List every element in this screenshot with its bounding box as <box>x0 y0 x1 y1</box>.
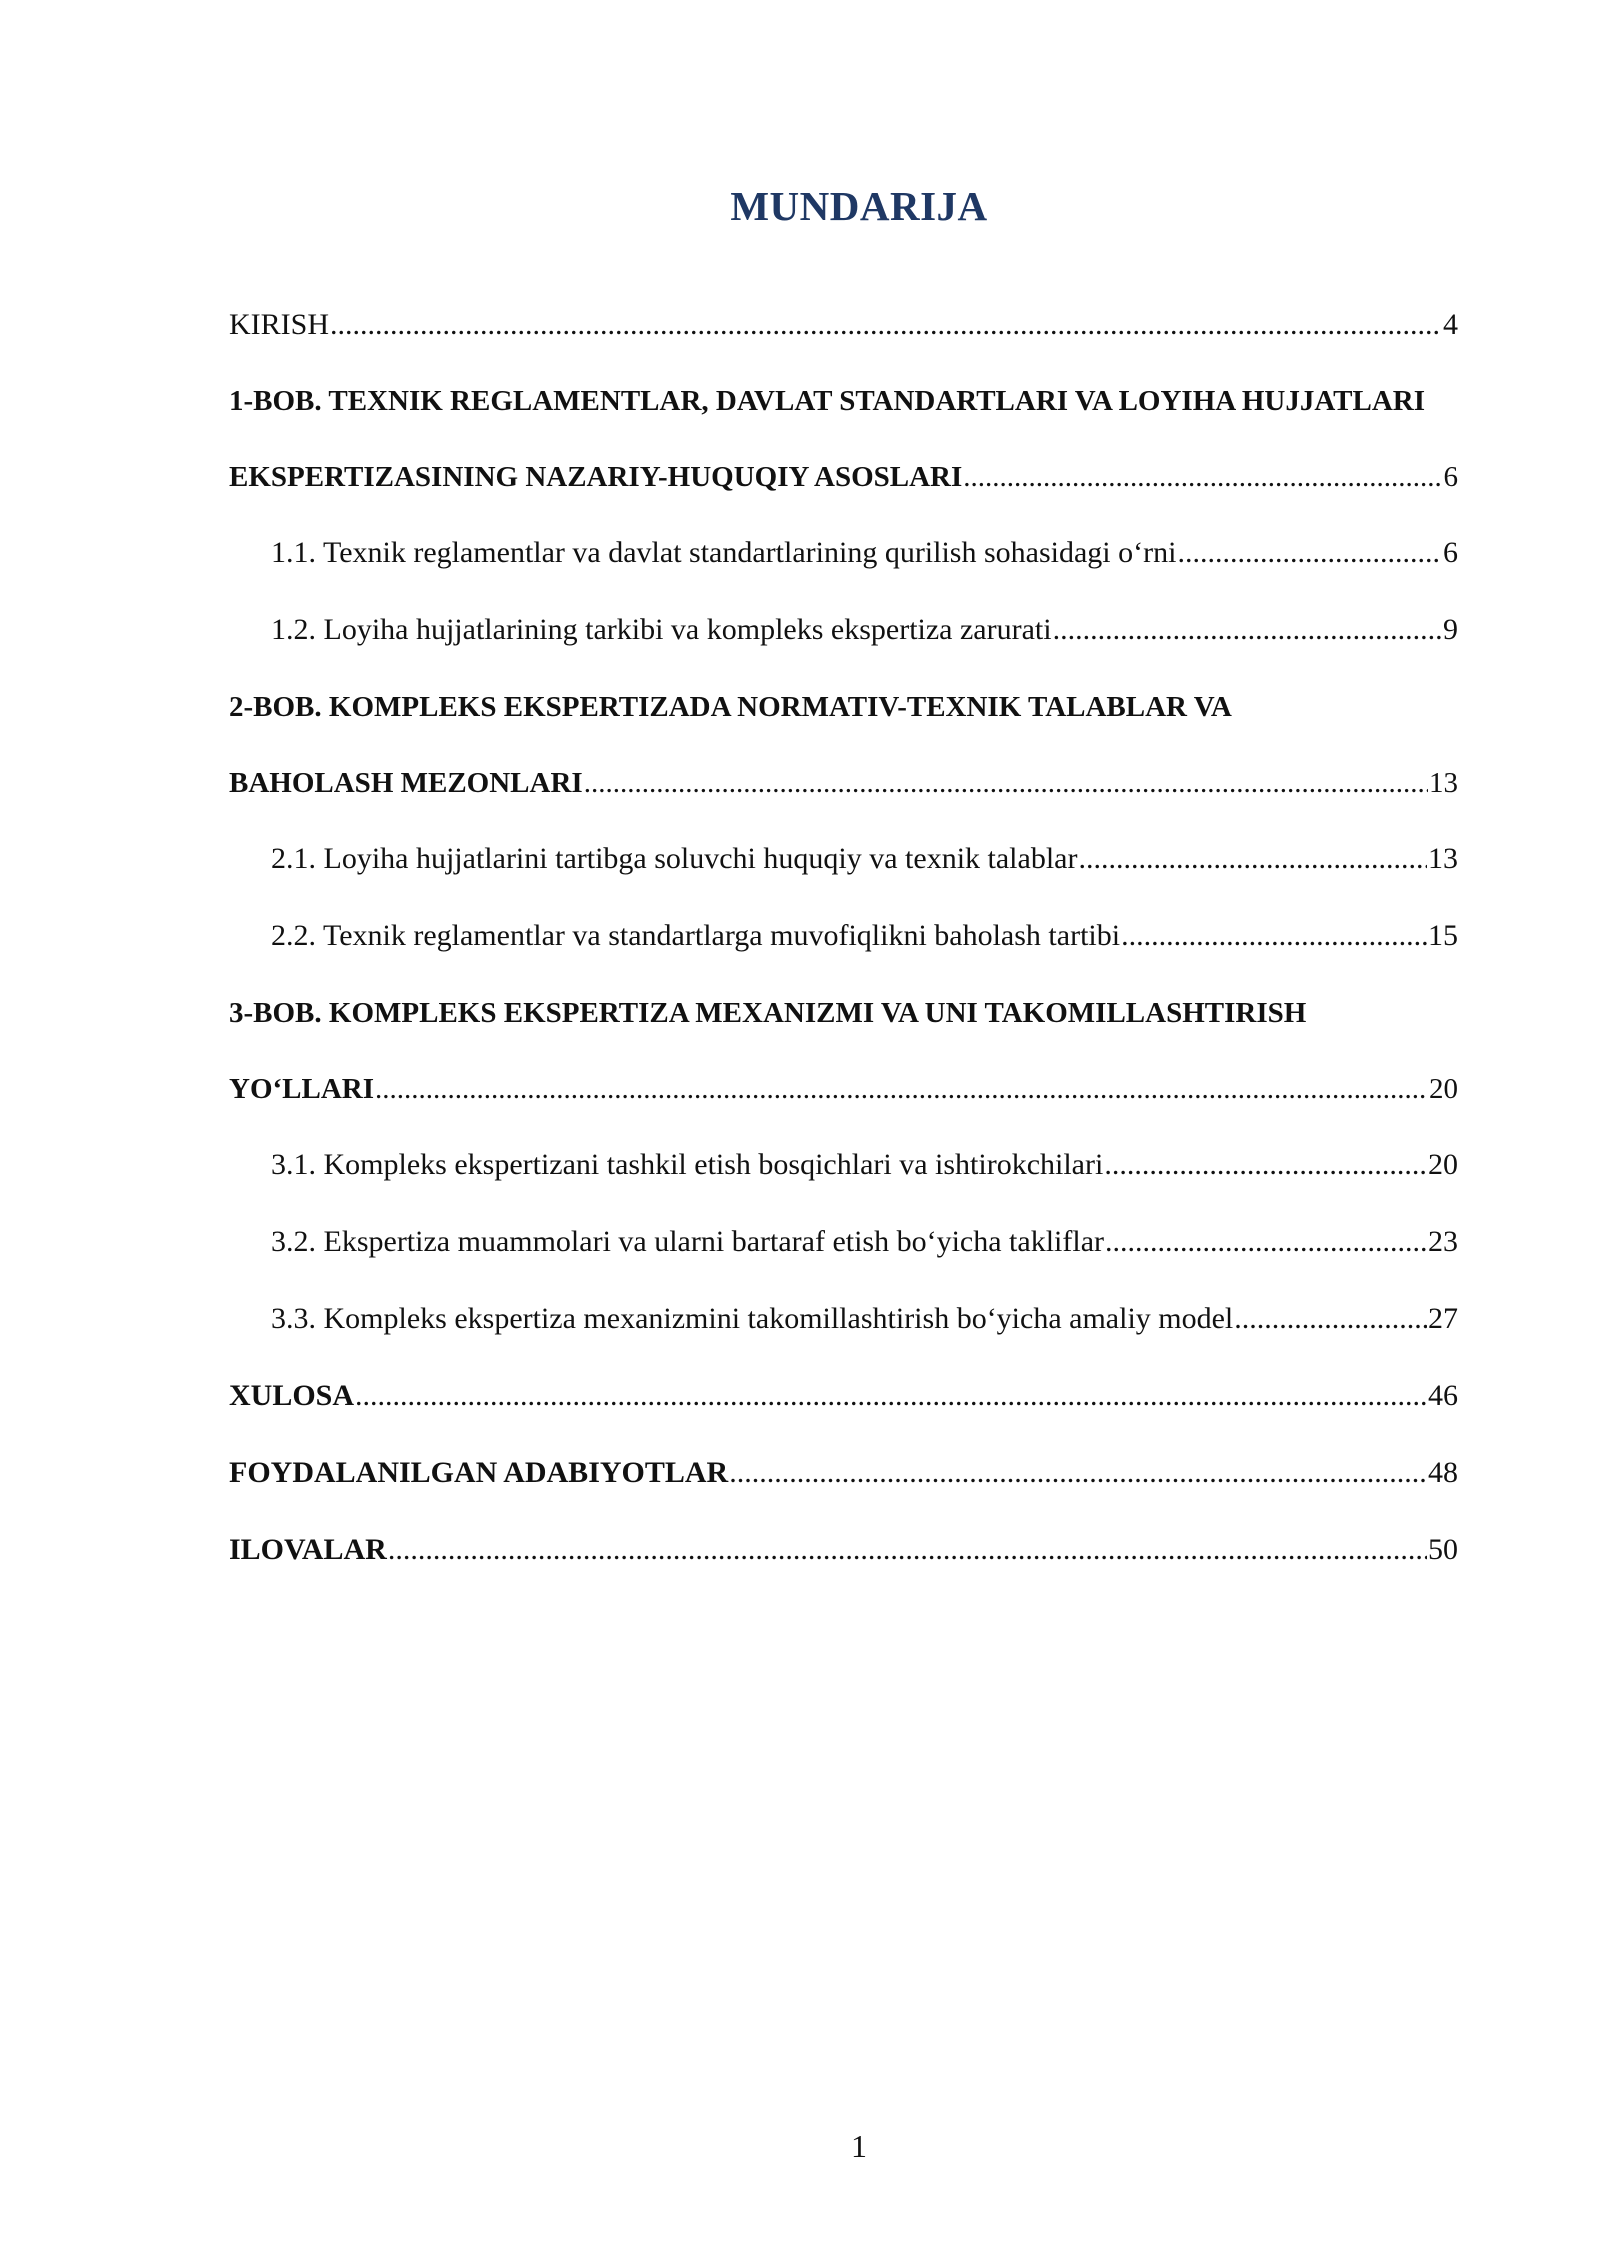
toc-section-3-3[interactable] <box>229 1294 1458 1371</box>
toc-entry-references[interactable] <box>229 1448 1458 1525</box>
toc-entry-label: 3.2. Ekspertiza muammolari va ularni bartaraf etish bo‘yicha takliflar <box>271 1225 1105 1258</box>
toc-entry-label: 3-BOB. KOMPLEKS EKSPERTIZA MEXANIZMI VA UNI TAKOMILLASHTIRISH <box>229 997 1307 1029</box>
toc-entry-page: 13 <box>1428 842 1458 875</box>
toc-section-1-1[interactable] <box>229 528 1458 605</box>
page-title: MUNDARIJA <box>730 183 988 229</box>
toc-entry-label: 2.1. Loyiha hujjatlarini tartibga soluvchi huquqiy va texnik talablar <box>271 842 1078 875</box>
dot-leader <box>1104 1140 1427 1190</box>
dot-leader <box>388 1525 1427 1575</box>
dot-leader <box>963 452 1442 502</box>
toc-entry-page: 27 <box>1428 1302 1458 1335</box>
toc-section-1-2[interactable] <box>229 605 1458 682</box>
toc-chapter-3-heading-cont[interactable] <box>229 1064 1458 1140</box>
toc-entry-page: 9 <box>1443 613 1458 646</box>
toc-entry-intro[interactable] <box>229 300 1458 376</box>
toc-entry-page: 6 <box>1443 536 1458 569</box>
toc-entry-label: ILOVALAR <box>229 1533 387 1566</box>
dot-leader <box>330 300 1442 350</box>
toc-entry-label: 3.1. Kompleks ekspertizani tashkil etish bosqichlari va ishtirokchilari <box>271 1148 1104 1181</box>
toc-entry-label: 2.2. Texnik reglamentlar va standartlarga muvofiqlikni baholash tartibi <box>271 919 1121 952</box>
toc-chapter-1-heading-cont[interactable] <box>229 452 1458 528</box>
dot-leader <box>1121 911 1427 961</box>
toc-entry-page: 50 <box>1428 1533 1458 1566</box>
toc-entry-label: EKSPERTIZASINING NAZARIY-HUQUQIY ASOSLARI <box>229 461 963 493</box>
dot-leader <box>1234 1294 1427 1344</box>
toc-entry-label: YO‘LLARI <box>229 1073 375 1105</box>
toc-entry-label: 1.2. Loyiha hujjatlarining tarkibi va kompleks ekspertiza zarurati <box>271 613 1052 646</box>
toc-entry-label: BAHOLASH MEZONLARI <box>229 767 583 799</box>
toc-entry-page: 13 <box>1429 767 1458 799</box>
toc-entry-page: 6 <box>1443 461 1458 493</box>
toc-section-3-2[interactable] <box>229 1217 1458 1294</box>
toc-entry-conclusion[interactable] <box>229 1371 1458 1448</box>
toc-entry-page: 4 <box>1443 308 1458 341</box>
toc-chapter-2-heading[interactable] <box>229 682 1458 758</box>
dot-leader <box>1053 605 1442 655</box>
dot-leader <box>375 1064 1428 1114</box>
toc-entry-label: FOYDALANILGAN ADABIYOTLAR <box>229 1456 729 1489</box>
toc-entry-page: 48 <box>1428 1456 1458 1489</box>
dot-leader <box>584 758 1428 808</box>
table-of-contents <box>229 300 1458 1602</box>
toc-entry-label: 3.3. Kompleks ekspertiza mexanizmini takomillashtirish bo‘yicha amaliy model <box>271 1302 1234 1335</box>
toc-entry-label: 1-BOB. TEXNIK REGLAMENTLAR, DAVLAT STANDARTLARI VA LOYIHA HUJJATLARI <box>229 385 1426 417</box>
dot-leader <box>1177 528 1442 578</box>
toc-entry-page: 20 <box>1428 1148 1458 1181</box>
dot-leader <box>355 1371 1427 1421</box>
toc-entry-label: KIRISH <box>229 308 330 341</box>
toc-chapter-1-heading[interactable] <box>229 376 1458 452</box>
toc-entry-page: 15 <box>1428 919 1458 952</box>
dot-leader <box>1105 1217 1427 1267</box>
toc-entry-appendices[interactable] <box>229 1525 1458 1602</box>
page-number: 1 <box>851 2128 867 2164</box>
toc-entry-page: 23 <box>1428 1225 1458 1258</box>
toc-section-3-1[interactable] <box>229 1140 1458 1217</box>
toc-chapter-2-heading-cont[interactable] <box>229 758 1458 834</box>
dot-leader <box>1078 834 1427 884</box>
toc-chapter-3-heading[interactable] <box>229 988 1458 1064</box>
toc-entry-label: 2-BOB. KOMPLEKS EKSPERTIZADA NORMATIV-TEXNIK TALABLAR VA <box>229 691 1232 723</box>
dot-leader <box>729 1448 1427 1498</box>
toc-section-2-1[interactable] <box>229 834 1458 911</box>
toc-entry-page: 46 <box>1428 1379 1458 1412</box>
toc-section-2-2[interactable] <box>229 911 1458 988</box>
toc-entry-label: XULOSA <box>229 1379 355 1412</box>
toc-entry-page: 20 <box>1429 1073 1458 1105</box>
toc-entry-label: 1.1. Texnik reglamentlar va davlat standartlarining qurilish sohasidagi o‘rni <box>271 536 1177 569</box>
